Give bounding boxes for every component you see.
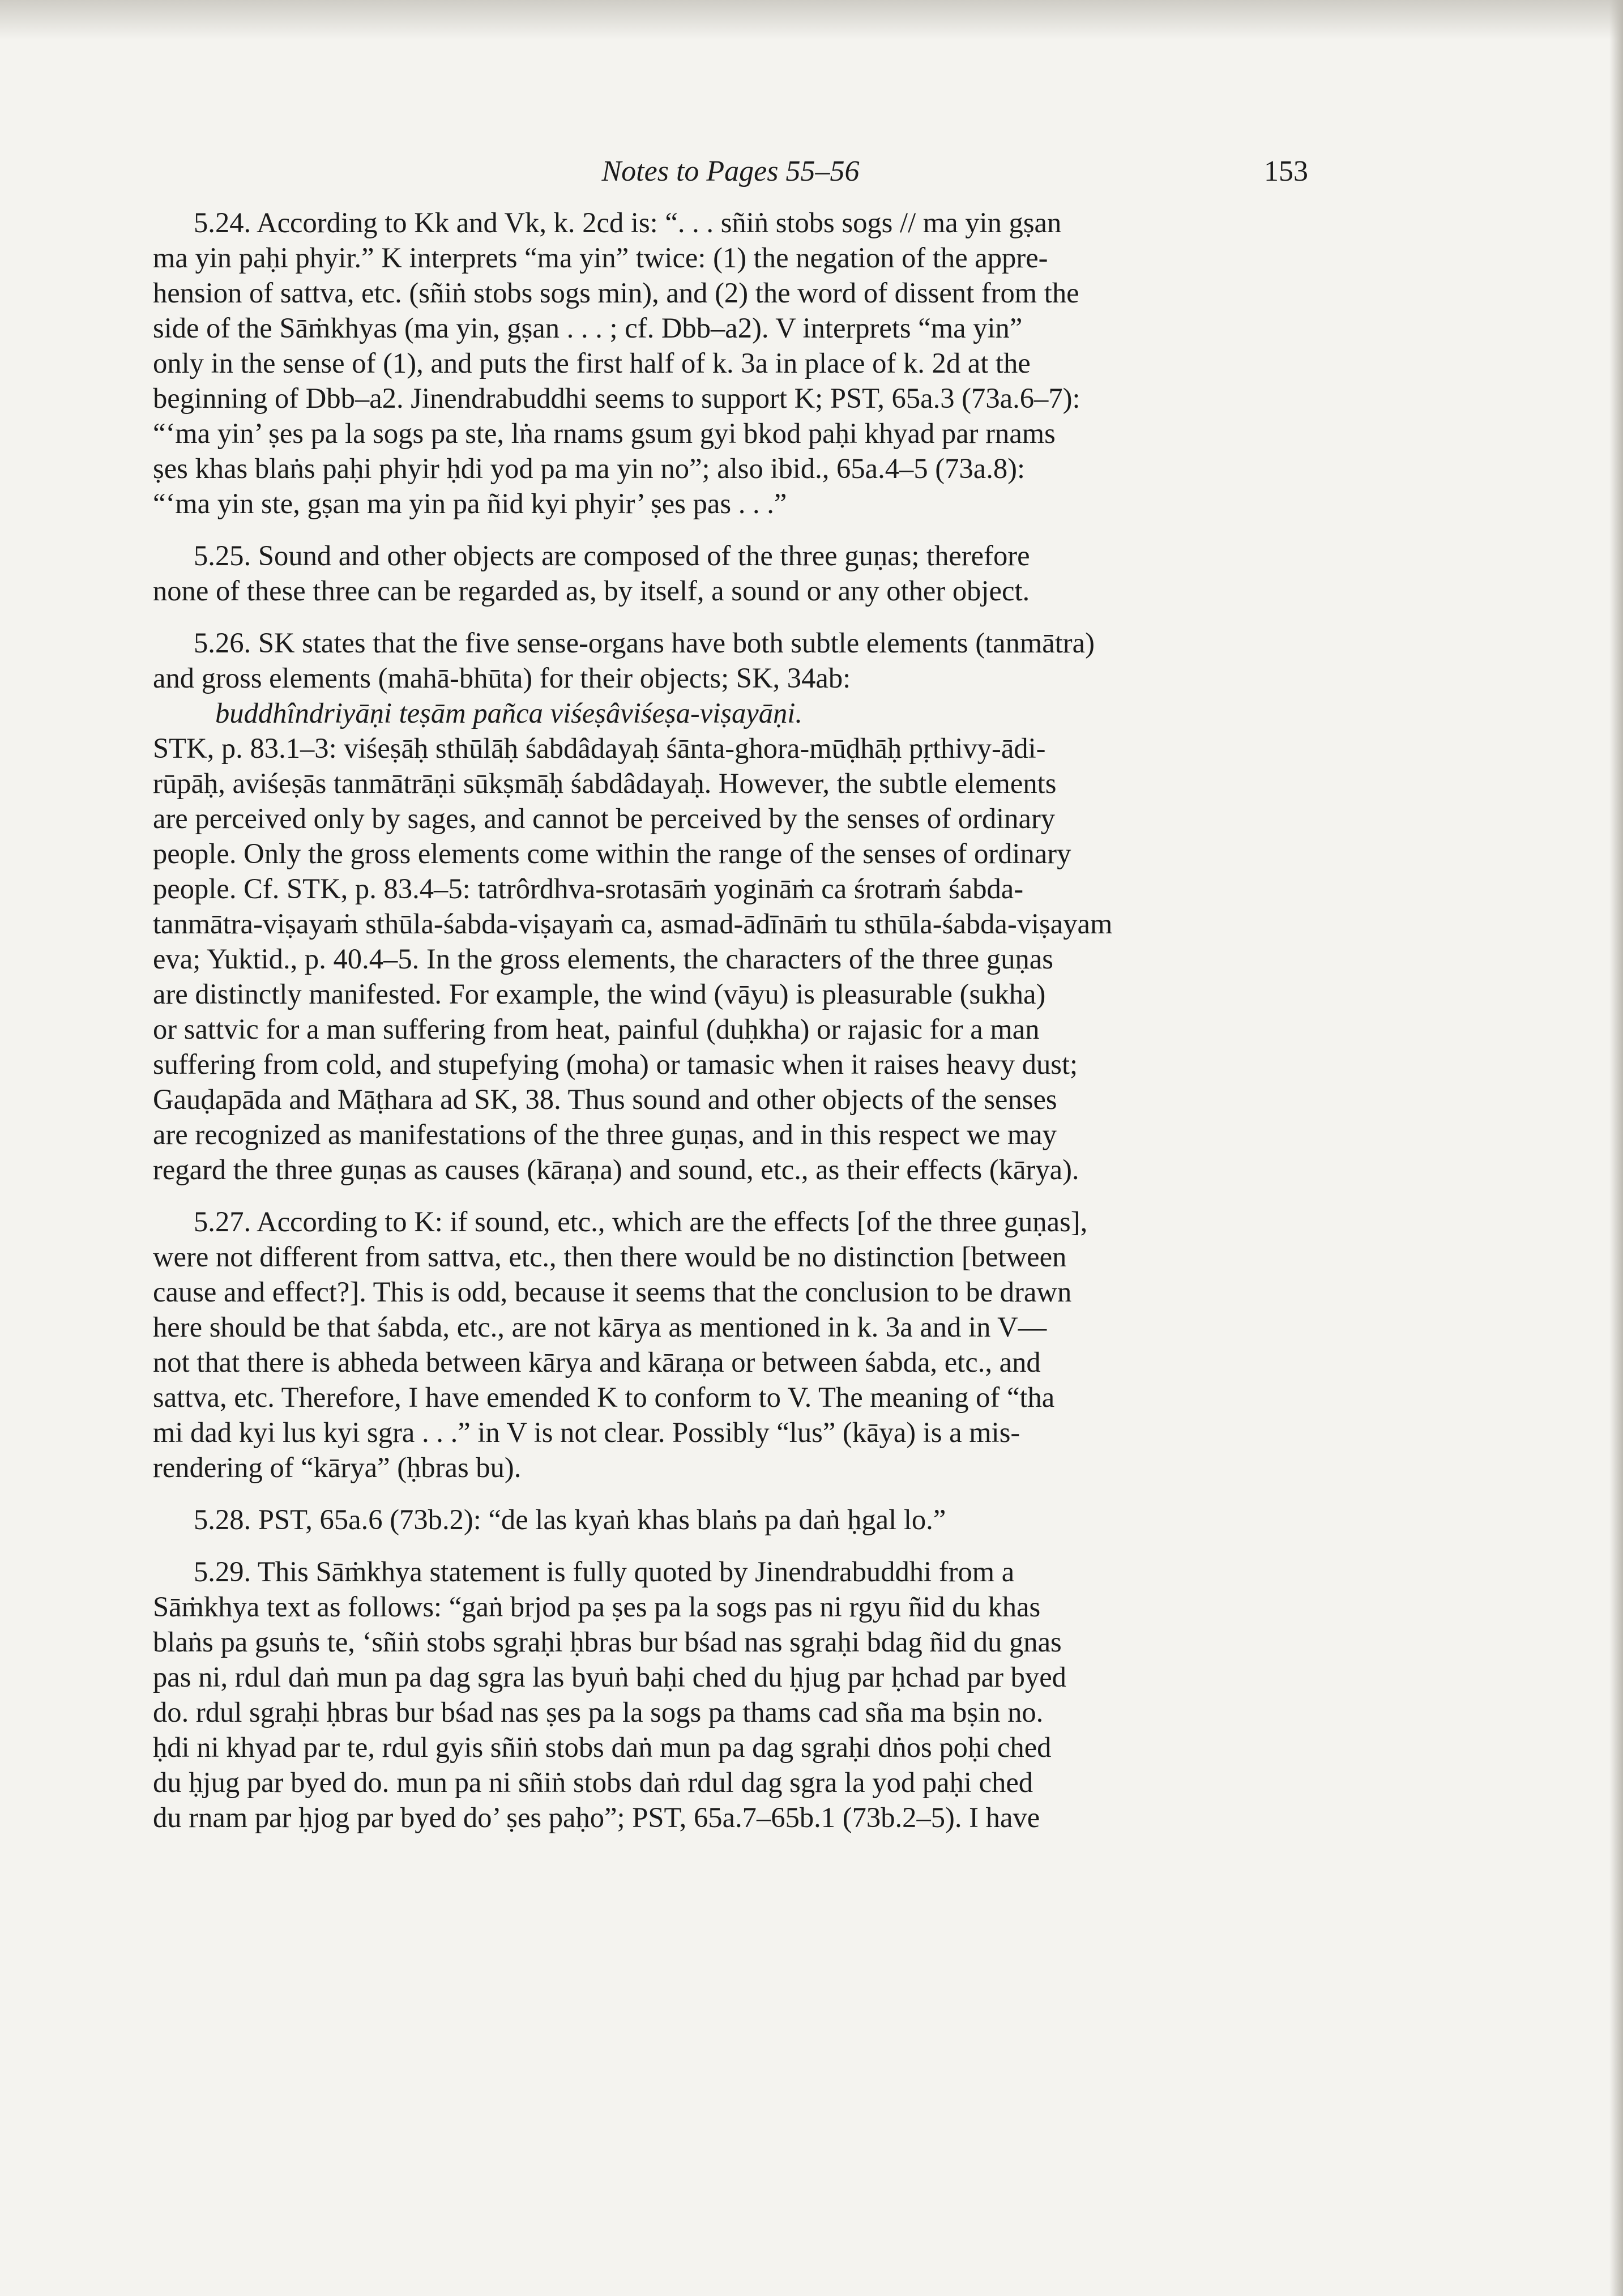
note-5-24 (153, 205, 1308, 521)
note-line: only in the sense of (1), and puts the first half of k. 3a in place of k. 2d at the (153, 347, 1031, 379)
note-line: eva; Yuktid., p. 40.4–5. In the gross elements, the characters of the three guṇas (153, 943, 1053, 975)
note-line: pas ni, rdul daṅ mun pa dag sgra las byuṅ baḥi ched du ḥjug par ḥchad par byed (153, 1661, 1066, 1693)
note-line: regard the three guṇas as causes (kāraṇa) and sound, etc., as their effects (kārya). (153, 1154, 1079, 1185)
note-line: mi dad kyi lus kyi sgra . . .” in V is not clear. Possibly “lus” (kāya) is a mis- (153, 1416, 1020, 1448)
running-title: Notes to Pages 55–56 (601, 155, 860, 187)
note-line: 5.24. According to Kk and Vk, k. 2cd is: “. . . sñiṅ stobs sogs // ma yin gṣan (194, 207, 1062, 238)
note-line: du rnam par ḥjog par byed do’ ṣes paḥo”; PST, 65a.7–65b.1 (73b.2–5). I have (153, 1802, 1040, 1833)
note-line: tanmātra-viṣayaṁ sthūla-śabda-viṣayaṁ ca, asmad-ādīnāṁ tu sthūla-śabda-viṣayam (153, 908, 1113, 940)
note-5-28 (153, 1502, 1308, 1537)
note-line: or sattvic for a man suffering from heat, painful (duḥkha) or rajasic for a man (153, 1013, 1040, 1045)
note-line: people. Cf. STK, p. 83.4–5: tatrôrdhva-srotasāṁ yogināṁ ca śrotraṁ śabda- (153, 873, 1024, 904)
note-5-29 (153, 1554, 1308, 1835)
note-line: cause and effect?]. This is odd, because it seems that the conclusion to be drawn (153, 1276, 1072, 1308)
note-line: rendering of “kārya” (ḥbras bu). (153, 1452, 522, 1483)
note-line: not that there is abheda between kārya and kāraṇa or between śabda, etc., and (153, 1346, 1041, 1378)
note-line: Sāṁkhya text as follows: “gaṅ brjod pa ṣes pa la sogs pas ni rgyu ñid du khas (153, 1591, 1041, 1623)
note-line: hension of sattva, etc. (sñiṅ stobs sogs min), and (2) the word of dissent from the (153, 277, 1079, 309)
note-line: do. rdul sgraḥi ḥbras bur bśad nas ṣes pa la sogs pa thams cad sña ma bṣin no. (153, 1696, 1044, 1728)
note-5-25 (153, 538, 1308, 608)
note-line: STK, p. 83.1–3: viśeṣāḥ sthūlāḥ śabdâdayaḥ śānta-ghora-mūḍhāḥ pṛthivy-ādi- (153, 732, 1046, 764)
note-line: none of these three can be regarded as, by itself, a sound or any other object. (153, 575, 1030, 607)
note-line: 5.27. According to K: if sound, etc., which are the effects [of the three guṇas], (194, 1206, 1088, 1237)
note-5-27 (153, 1204, 1308, 1485)
note-line: blaṅs pa gsuṅs te, ‘sñiṅ stobs sgraḥi ḥbras bur bśad nas sgraḥi bdag ñid du gnas (153, 1626, 1062, 1658)
note-line: Gauḍapāda and Māṭhara ad SK, 38. Thus sound and other objects of the senses (153, 1083, 1057, 1115)
note-line: 5.28. PST, 65a.6 (73b.2): “de las kyaṅ khas blaṅs pa daṅ ḥgal lo.” (194, 1504, 946, 1535)
note-line: here should be that śabda, etc., are not kārya as mentioned in k. 3a and in V— (153, 1311, 1047, 1343)
note-line: ma yin paḥi phyir.” K interprets “ma yin” twice: (1) the negation of the appre- (153, 242, 1048, 274)
note-line: ṣes khas blaṅs paḥi phyir ḥdi yod pa ma yin no”; also ibid., 65a.4–5 (73a.8): (153, 453, 1026, 484)
scan-shadow-top (0, 0, 1623, 40)
note-line: are distinctly manifested. For example, the wind (vāyu) is pleasurable (sukha) (153, 978, 1046, 1010)
page-header (153, 146, 1308, 197)
note-line: sattva, etc. Therefore, I have emended K to conform to V. The meaning of “tha (153, 1381, 1055, 1413)
note-line: beginning of Dbb–a2. Jinendrabuddhi seems to support K; PST, 65a.3 (73a.6–7): (153, 382, 1080, 414)
scan-shadow-right (1609, 0, 1623, 2296)
sanskrit-quotation: buddhîndriyāṇi teṣām pañca viśeṣâviśeṣa-viṣayāṇi. (215, 697, 802, 729)
note-line: 5.29. This Sāṁkhya statement is fully quoted by Jinendrabuddhi from a (194, 1556, 1015, 1587)
note-line: side of the Sāṁkhyas (ma yin, gṣan . . . ; cf. Dbb–a2). V interprets “ma yin” (153, 312, 1023, 344)
page-number: 153 (1264, 155, 1308, 187)
notes-body (153, 205, 1308, 2210)
note-line: 5.25. Sound and other objects are composed of the three guṇas; therefore (194, 540, 1030, 571)
note-line: ḥdi ni khyad par te, rdul gyis sñiṅ stobs daṅ mun pa dag sgraḥi dṅos poḥi ched (153, 1731, 1052, 1763)
note-line: suffering from cold, and stupefying (moha) or tamasic when it raises heavy dust; (153, 1048, 1078, 1080)
note-line: “‘ma yin ste, gṣan ma yin pa ñid kyi phyir’ ṣes pas . . .” (153, 488, 787, 519)
note-line: 5.26. SK states that the five sense-organs have both subtle elements (tanmātra) (194, 627, 1095, 659)
note-line: are recognized as manifestations of the three guṇas, and in this respect we may (153, 1119, 1057, 1150)
note-line: “‘ma yin’ ṣes pa la sogs pa ste, lṅa rnams gsum gyi bkod paḥi khyad par rnams (153, 417, 1056, 449)
note-line: and gross elements (mahā-bhūta) for their objects; SK, 34ab: (153, 662, 851, 694)
note-line: are perceived only by sages, and cannot be perceived by the senses of ordinary (153, 803, 1056, 834)
note-5-26 (153, 625, 1308, 1187)
note-line: rūpāḥ, aviśeṣās tanmātrāṇi sūkṣmāḥ śabdâdayaḥ. However, the subtle elements (153, 767, 1057, 799)
note-line: du ḥjug par byed do. mun pa ni sñiṅ stobs daṅ rdul dag sgra la yod paḥi ched (153, 1766, 1033, 1798)
note-line: people. Only the gross elements come within the range of the senses of ordinary (153, 838, 1071, 869)
note-line: were not different from sattva, etc., then there would be no distinction [between (153, 1241, 1067, 1273)
